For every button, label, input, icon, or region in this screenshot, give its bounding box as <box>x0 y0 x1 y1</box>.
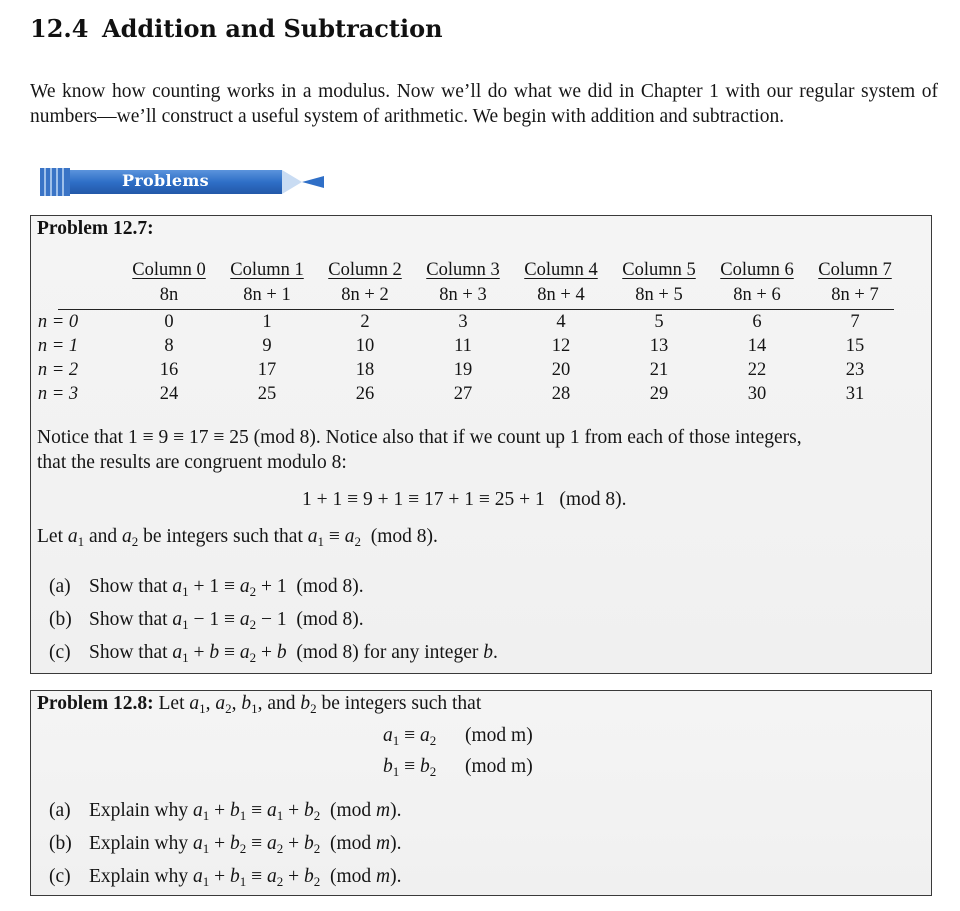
table-cell: 12 <box>551 336 571 356</box>
column-formula: 8n + 5 <box>635 285 683 305</box>
table-cell: 6 <box>752 312 762 332</box>
item-label: (c) <box>49 866 71 887</box>
list-item: (c) Show that $a_1 + b \equiv a_2 + b$ (mod 8) for any integer b. <box>49 642 498 665</box>
list-item: (a) Explain why $a_1 + b_1 \equiv a_1 + b_2$ (mod m). <box>49 800 402 823</box>
column-formula: 8n <box>159 285 179 305</box>
column-formula: 8n + 6 <box>733 285 781 305</box>
item-label: (a) <box>49 800 71 821</box>
table-cell: 3 <box>458 312 468 332</box>
table-cell: 28 <box>551 384 571 404</box>
item-mod: (mod 8). <box>286 609 364 630</box>
column-formula: 8n + 7 <box>831 285 879 305</box>
column-header: Column 4 <box>524 260 598 280</box>
table-cell: 21 <box>649 360 669 380</box>
item-label: (b) <box>49 609 72 630</box>
table-cell: 24 <box>159 384 179 404</box>
section-number: 12.4 <box>30 14 89 43</box>
table-cell: 25 <box>257 384 277 404</box>
section-heading <box>30 14 443 43</box>
problem-12-8-intro: Problem 12.8: Let $a_1$, $a_2$, $b_1$, and $b_2$ be integers such that <box>37 693 482 716</box>
table-cell: 2 <box>360 312 370 332</box>
table-cell: 30 <box>747 384 767 404</box>
item-label: (b) <box>49 833 72 854</box>
column-header: Column 6 <box>720 260 794 280</box>
intro-pre: Let <box>153 693 190 714</box>
table-cell: 22 <box>747 360 767 380</box>
table-cell: 15 <box>845 336 865 356</box>
column-formula: 8n + 4 <box>537 285 585 305</box>
column-header: Column 5 <box>622 260 696 280</box>
let-prefix: Let <box>37 526 68 547</box>
list-item: (c) Explain why $a_1 + b_1 \equiv a_2 + b_2$ (mod m). <box>49 866 402 889</box>
table-cell: 7 <box>850 312 860 332</box>
section-title: Addition and Subtraction <box>102 14 443 43</box>
item-mod: (mod 8). <box>286 576 364 597</box>
row-label: n = 1 <box>37 336 79 356</box>
let-mid: and <box>84 526 123 547</box>
table-cell: 29 <box>649 384 669 404</box>
column-header: Column 0 <box>132 260 206 280</box>
display-equation: 1 + 1 ≡ 9 + 1 ≡ 17 + 1 ≡ 25 + 1 (mod 8). <box>302 489 627 510</box>
list-item: (b) Explain why $a_1 + b_2 \equiv a_2 + b_2$ (mod m). <box>49 833 402 856</box>
intro-post: be integers such that <box>316 693 482 714</box>
problems-banner <box>40 166 330 198</box>
table-cell: 23 <box>845 360 865 380</box>
table-cell: 5 <box>654 312 664 332</box>
table-cell: 14 <box>747 336 767 356</box>
mod-m-b: (mod m) <box>465 756 533 777</box>
notice-line-2: that the results are congruent modulo 8: <box>37 452 347 473</box>
item-label: (c) <box>49 642 71 663</box>
table-cell: 26 <box>355 384 375 404</box>
table-cell: 16 <box>159 360 179 380</box>
item-text: Explain why <box>89 866 193 887</box>
table-cell: 19 <box>453 360 473 380</box>
list-item: (a) Show that $a_1 + 1 \equiv a_2 + 1$ (mod 8). <box>49 576 364 599</box>
table-cell: 13 <box>649 336 669 356</box>
problems-banner-label: Problems <box>122 171 209 190</box>
congruence-a: $a_1 \equiv a_2$ <box>383 725 437 748</box>
notice-line-1: Notice that 1 ≡ 9 ≡ 17 ≡ 25 (mod 8). Notice also that if we count up 1 from each of those integers, <box>37 427 802 448</box>
table-cell: 18 <box>355 360 375 380</box>
item-text: Explain why <box>89 833 193 854</box>
item-text: Show that <box>89 642 173 663</box>
row-label: n = 2 <box>37 360 79 380</box>
row-label: n = 3 <box>37 384 79 404</box>
problem-12-7-title: Problem 12.7: <box>37 218 154 239</box>
item-label: (a) <box>49 576 71 597</box>
item-text: Show that <box>89 576 173 597</box>
row-label: n = 0 <box>37 312 79 332</box>
column-formula: 8n + 2 <box>341 285 389 305</box>
table-divider <box>58 309 894 310</box>
table-cell: 10 <box>355 336 375 356</box>
column-formula: 8n + 3 <box>439 285 487 305</box>
problem-12-8-title: Problem 12.8: <box>37 693 154 714</box>
table-cell: 4 <box>556 312 566 332</box>
table-cell: 27 <box>453 384 473 404</box>
column-header: Column 3 <box>426 260 500 280</box>
list-item: (b) Show that $a_1 - 1 \equiv a_2 - 1$ (mod 8). <box>49 609 364 632</box>
table-cell: 11 <box>454 336 472 356</box>
column-header: Column 1 <box>230 260 304 280</box>
let-statement: Let $a_1$ and $a_2$ be integers such that $a_1 \equiv a_2$ (mod 8). <box>37 526 438 549</box>
column-header: Column 2 <box>328 260 402 280</box>
congruence-b: $b_1 \equiv b_2$ <box>383 756 437 779</box>
column-header: Column 7 <box>818 260 892 280</box>
table-cell: 20 <box>551 360 571 380</box>
let-mod: (mod 8). <box>361 526 438 547</box>
table-cell: 17 <box>257 360 277 380</box>
table-cell: 1 <box>262 312 272 332</box>
intro-paragraph: We know how counting works in a modulus. Now we’ll do what we did in Chapter 1 with our regular system of numbers—we’ll construct a useful system of arithmetic. We begin with addition and subtraction. <box>30 81 938 127</box>
let-suffix: be integers such that <box>138 526 308 547</box>
column-formula: 8n + 1 <box>243 285 291 305</box>
table-cell: 8 <box>164 336 174 356</box>
item-mod: (mod 8) for any integer <box>286 642 484 663</box>
item-text: Show that <box>89 609 173 630</box>
table-cell: 0 <box>164 312 174 332</box>
item-text: Explain why <box>89 800 193 821</box>
mod-m-a: (mod m) <box>465 725 533 746</box>
table-cell: 9 <box>262 336 272 356</box>
table-cell: 31 <box>845 384 865 404</box>
